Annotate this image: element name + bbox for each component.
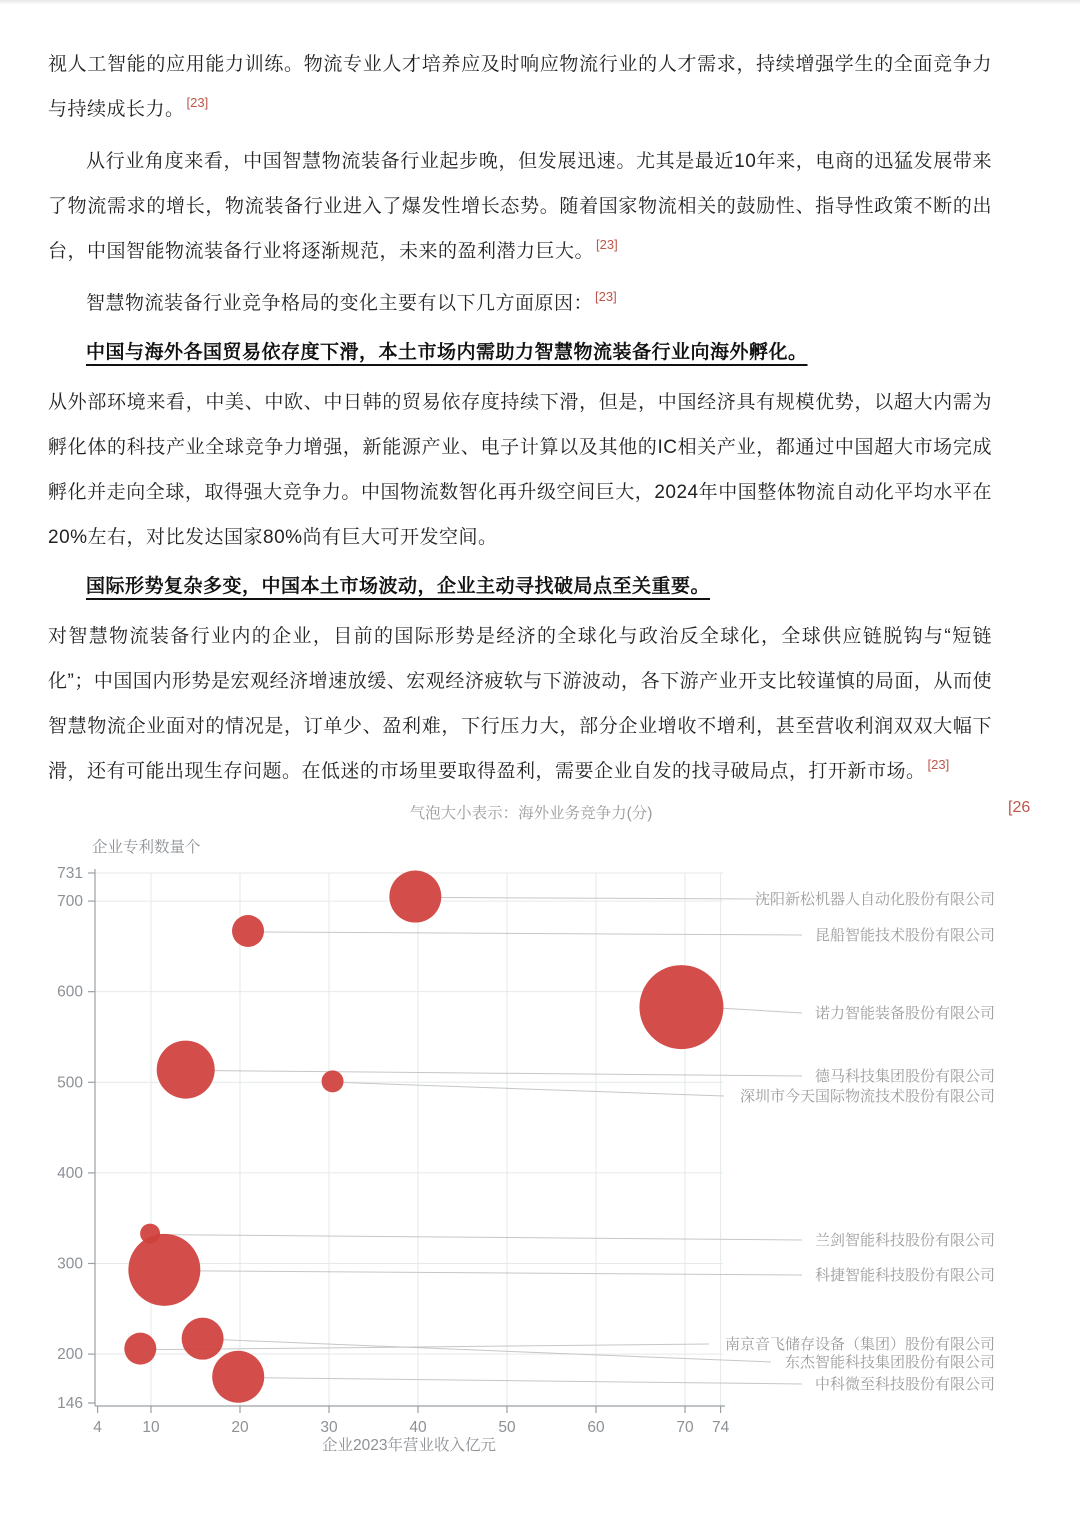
paragraph-text: 视人工智能的应用能力训练。物流专业人才培养应及时响应物流行业的人才需求，持续增强学生的全面竞争力与持续成长力。 [48, 54, 992, 120]
paragraph-text: 从行业角度来看，中国智慧物流装备行业起步晚，但发展迅速。尤其是最近10年来，电商的迅猛发展带来了物流需求的增长，物流装备行业进入了爆发性增长态势。随着国家物流相关的鼓励性、指导性政策不断的出台，中国智能物流装备行业将逐渐规范，未来的盈利潜力巨大。 [48, 151, 992, 262]
page-top-edge [0, 0, 1080, 5]
label-leader-line [341, 1082, 724, 1096]
chart-title: 气泡大小表示：海外业务竞争力(分) [409, 805, 653, 822]
paragraph-text: 对智慧物流装备行业内的企业，目前的国际形势是经济的全球化与政治反全球化，全球供应链脱钩与“短链化”；中国国内形势是宏观经济增速放缓、宏观经济疲软与下游波动，各下游产业开支比较谨慎的局面，从而使智慧物流企业面对的情况是，订单少、盈利难，下行压力大，部分企业增收不增利，甚至营收利润双双大幅下滑，还有可能出现生存问题。在低迷的市场里要取得盈利，需要企业自发的找寻破局点，打开新市场。 [48, 626, 992, 782]
company-label: 东杰智能科技集团股份有限公司 [784, 1354, 995, 1371]
company-label: 科捷智能科技股份有限公司 [814, 1267, 995, 1284]
company-label: 沈阳新松机器人自动化股份有限公司 [754, 891, 995, 908]
paragraph [48, 42, 992, 132]
x-tick-label: 20 [231, 1419, 249, 1436]
chart-bubble[interactable] [128, 1234, 200, 1306]
citation-ref[interactable]: [23] [186, 94, 209, 110]
x-tick-label: 74 [711, 1419, 730, 1436]
chart-bubble[interactable] [322, 1070, 344, 1092]
x-tick-label: 30 [320, 1419, 338, 1436]
company-label: 昆船智能技术股份有限公司 [814, 927, 995, 944]
chart-bubble[interactable] [639, 965, 723, 1049]
chart-bubble[interactable] [212, 1351, 264, 1403]
x-tick-label: 70 [676, 1419, 694, 1436]
chart-bubble[interactable] [124, 1333, 156, 1365]
company-label: 深圳市今天国际物流技术股份有限公司 [739, 1088, 995, 1105]
chart-bubble[interactable] [157, 1041, 215, 1099]
y-tick-label: 700 [57, 893, 83, 911]
citation-ref[interactable]: [23] [595, 288, 617, 304]
paragraph [48, 614, 992, 794]
citation-ref-26[interactable]: [26 [1008, 799, 1031, 816]
heading-text: 国际形势复杂多变，中国本土市场波动，企业主动寻找破局点至关重要。 [86, 576, 711, 597]
y-tick-label: 300 [57, 1255, 83, 1273]
label-leader-line [197, 1271, 802, 1275]
label-leader-line [157, 1235, 802, 1240]
section-heading [48, 333, 992, 373]
y-tick-label: 731 [57, 865, 83, 883]
citation-ref[interactable]: [23] [927, 756, 950, 772]
chart-bubble[interactable] [232, 915, 264, 947]
paragraph [48, 139, 992, 274]
company-label: 德马科技集团股份有限公司 [814, 1068, 995, 1085]
company-label: 中科微至科技股份有限公司 [814, 1376, 995, 1393]
section-heading [48, 567, 992, 607]
company-label: 诺力智能装备股份有限公司 [814, 1005, 995, 1022]
label-leader-line [221, 1340, 771, 1362]
heading-text: 中国与海外各国贸易依存度下滑，本土市场内需助力智慧物流装备行业向海外孵化。 [86, 342, 808, 363]
label-leader-line [153, 1344, 709, 1350]
paragraph-text: 从外部环境来看，中美、中欧、中日韩的贸易依存度持续下滑，但是，中国经济具有规模优势，以超大内需为孵化体的科技产业全球竞争力增强，新能源产业、电子计算以及其他的IC相关产业，都通过中国超大市场完成孵化并走向全球，取得强大竞争力。中国物流数智化再升级空间巨大，2024年中国整体物流自动化平均水平在20%左右，对比发达国家80%尚有巨大可开发空间。 [48, 392, 992, 548]
bubble-chart [0, 780, 1080, 1480]
x-tick-label: 50 [498, 1419, 516, 1436]
y-tick-label: 600 [57, 983, 83, 1001]
company-label: 南京音飞储存设备（集团）股份有限公司 [724, 1336, 995, 1353]
y-tick-label: 400 [57, 1164, 83, 1182]
x-tick-label: 40 [409, 1419, 427, 1436]
y-tick-label: 500 [57, 1074, 83, 1092]
x-tick-label: 4 [93, 1419, 102, 1436]
x-tick-label: 10 [142, 1419, 160, 1436]
chart-bubble[interactable] [389, 871, 441, 923]
y-axis-title: 企业专利数量个 [92, 839, 201, 856]
chart-bubble[interactable] [182, 1318, 224, 1360]
y-tick-label: 200 [57, 1346, 83, 1364]
paragraph [48, 281, 992, 326]
x-tick-label: 60 [587, 1419, 605, 1436]
x-axis-title: 企业2023年营业收入亿元 [322, 1437, 496, 1454]
paragraph-text: 智慧物流装备行业竞争格局的变化主要有以下几方面原因： [86, 293, 594, 314]
paragraph [48, 380, 992, 560]
company-label: 兰剑智能科技股份有限公司 [814, 1232, 995, 1249]
y-tick-label: 146 [57, 1395, 83, 1412]
citation-ref[interactable]: [23] [596, 236, 618, 252]
label-leader-line [720, 1008, 802, 1013]
